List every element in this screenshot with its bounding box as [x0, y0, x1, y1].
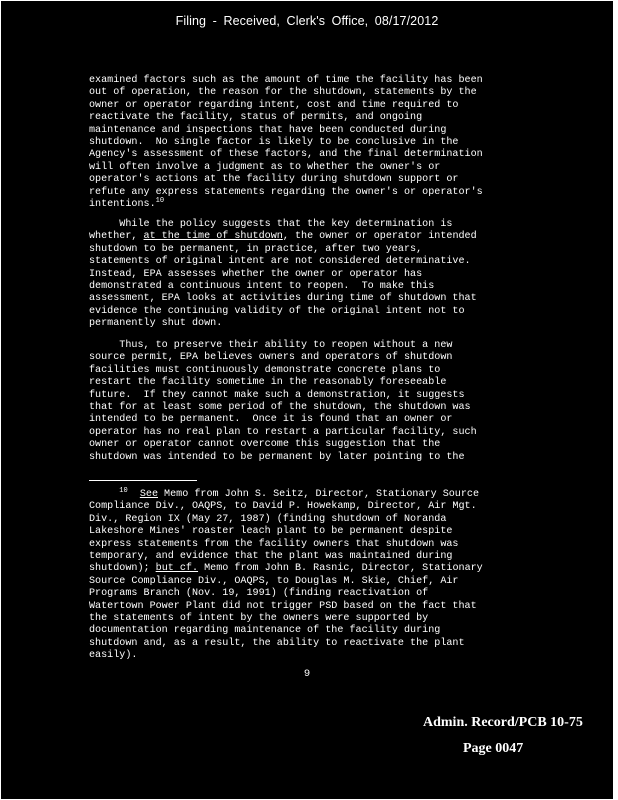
- footnote-number: 10: [119, 487, 128, 495]
- paragraph-2-line-1: While the policy suggests that the key determination is: [89, 219, 453, 230]
- paragraph-2-line-2-before: whether,: [89, 231, 144, 243]
- footnote-but-cf: but cf.: [155, 563, 199, 575]
- footnote-divider: [89, 480, 197, 481]
- footnote-lines-b: Source Compliance Div., OAQPS, to Douglas M. Skie, Chief, Air Programs Branch (Nov. 19, 1991) (finding reactivation of Watertown Power Plant did not trigger PSD based on the fact that the statements of intent by the owners were supported by documentation regarding maintenance of the facility during shutdown and, as a result, the ability to reactivate the plant easily).: [89, 575, 477, 662]
- footnote-ref-10: 10: [155, 197, 165, 206]
- footnote-see: See: [139, 489, 158, 500]
- footnote-lines-a: Compliance Div., OAQPS, to David P. Howekamp, Director, Air Mgt. Div., Region IX (May 27, 1987) (finding shutdown of Noranda Lakeshore Mines' roaster leach plant to be permanent despite express statements from the facility owners that shutdown was temporary, and evidence that the plant was maintained during: [89, 501, 477, 563]
- paragraph-2-line-2-after: , the owner or operator intended: [282, 231, 477, 243]
- paragraph-1-lines: examined factors such as the amount of time the facility has been out of operation, the reason for the shutdown, statements by the owner or operator regarding intent, cost and time required to reactivate the facility, status of permits, and ongoing maintenance and inspections that have been conducted during shutdown. No single factor is likely to be conclusive in the Agency's assessment of these factors, and the final determination will often involve a judgment as to whether the owner's or operator's actions at the facility during shutdown support or refute any express statements regarding the owner's or operator's: [89, 75, 483, 198]
- paragraph-2-rest: shutdown to be permanent, in practice, after two years, statements of original intent are not considered determinative. Instead, EPA assesses whether the owner or operator has demonstrated a continuous intent to reopen. To make this assessment, EPA looks at activities during time of shutdown that evidence the continuing validity of the original intent not to permanently shut down.: [89, 243, 477, 330]
- page-number: 9: [303, 668, 311, 680]
- filing-header: Filing - Received, Clerk's Office, 08/17/2012: [175, 14, 439, 28]
- footnote-line-1-rest: Memo from John S. Seitz, Director, Stationary Source: [158, 489, 480, 500]
- paragraph-2: [89, 219, 529, 331]
- admin-record-page: Page 0047: [463, 741, 524, 756]
- admin-record-label: Admin. Record/PCB 10-75: [423, 715, 583, 730]
- paragraph-1-last-line: intentions.: [89, 199, 156, 211]
- document-page: [1, 1, 613, 799]
- paragraph-3-lines: Thus, to preserve their ability to reopen without a new source permit, EPA believes owners and operators of shutdown facilities must continuously demonstrate concrete plans to restart the facility sometime in the reasonably foreseeable future. If they cannot make such a demonstration, it suggests that for at least some period of the shutdown, the shutdown was intended to be permanent. Once it is found that an owner or operator has no real plan to restart a particular facility, such owner or operator cannot overcome this suggestion that the shutdown was intended to be permanent by later pointing to the: [89, 340, 477, 463]
- underlined-phrase: at the time of shutdown: [143, 231, 283, 243]
- footnote-10: [89, 489, 529, 663]
- footnote-but-cf-before: shutdown);: [89, 563, 156, 575]
- footnote-but-cf-after: Memo from John B. Rasnic, Director, Stationary: [198, 563, 483, 575]
- paragraph-1: [89, 75, 529, 211]
- paragraph-3: [89, 340, 529, 464]
